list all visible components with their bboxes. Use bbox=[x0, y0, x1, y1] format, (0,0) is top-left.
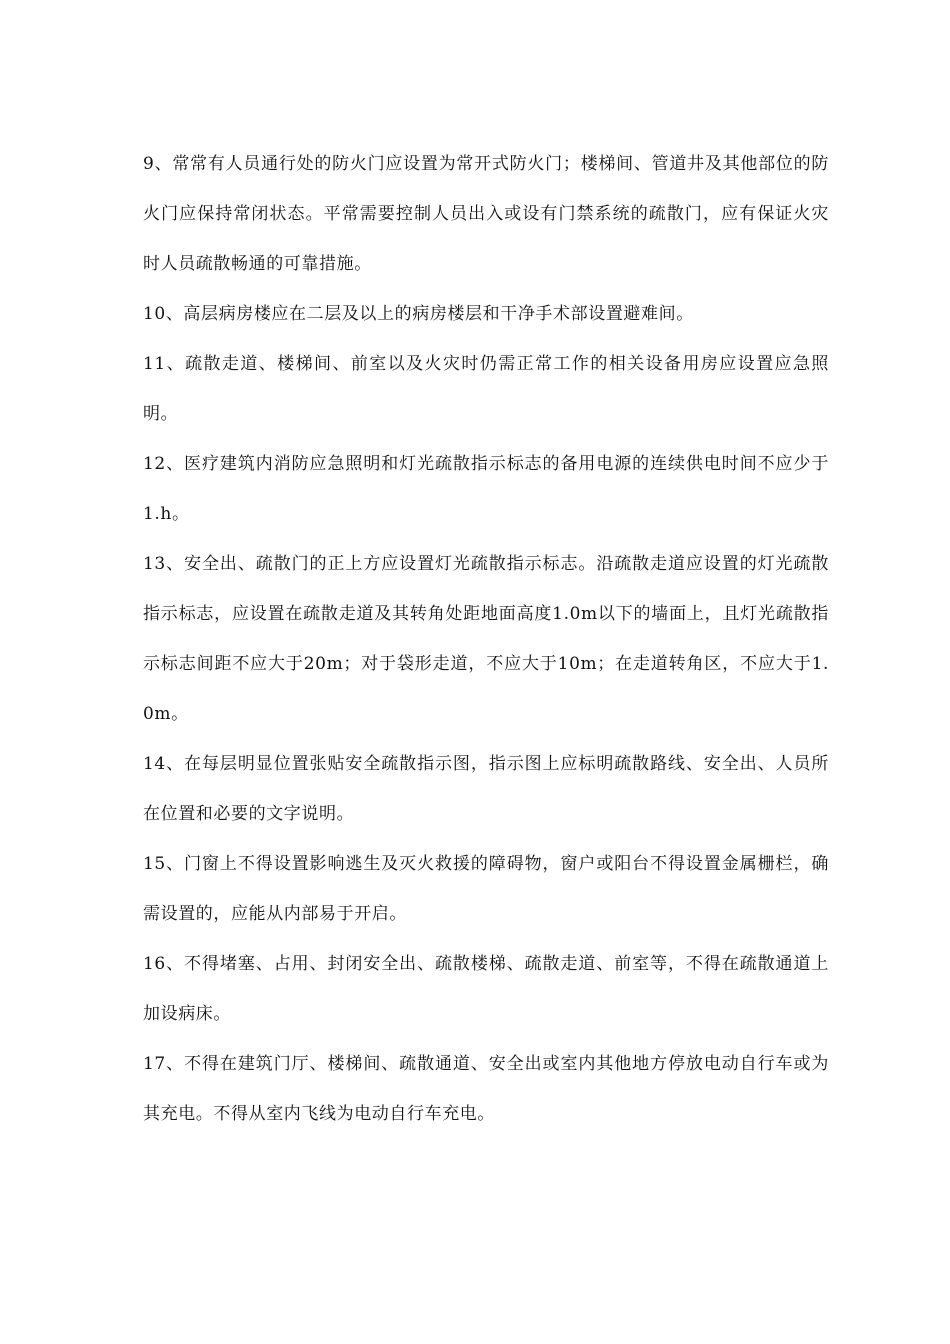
paragraph-item-10: 10、高层病房楼应在二层及以上的病房楼层和干净手术部设置避难间。 bbox=[143, 304, 694, 324]
paragraph-item-15: 15、门窗上不得设置影响逃生及灭火救援的障碍物，窗户或阳台不得设置金属栅栏，确需设置的，应能从内部易于开启。 bbox=[143, 854, 829, 924]
document-body bbox=[143, 139, 829, 1139]
paragraph-item-16: 16、不得堵塞、占用、封闭安全出、疏散楼梯、疏散走道、前室等，不得在疏散通道上加设病床。 bbox=[143, 954, 829, 1024]
paragraph-item-11: 11、疏散走道、楼梯间、前室以及火灾时仍需正常工作的相关设备用房应设置应急照明。 bbox=[143, 354, 829, 424]
paragraph-item-14: 14、在每层明显位置张贴安全疏散指示图，指示图上应标明疏散路线、安全出、人员所在位置和必要的文字说明。 bbox=[143, 754, 829, 824]
paragraph-item-9: 9、常常有人员通行处的防火门应设置为常开式防火门；楼梯间、管道井及其他部位的防火门应保持常闭状态。平常需要控制人员出入或设有门禁系统的疏散门，应有保证火灾时人员疏散畅通的可靠措施。 bbox=[143, 154, 829, 274]
paragraph-item-13: 13、安全出、疏散门的正上方应设置灯光疏散指示标志。沿疏散走道应设置的灯光疏散指示标志，应设置在疏散走道及其转角处距地面高度1.0m以下的墙面上，且灯光疏散指示标志间距不应大于20m；对于袋形走道，不应大于10m；在走道转角区，不应大于1.0m。 bbox=[143, 554, 829, 724]
paragraph-item-17: 17、不得在建筑门厅、楼梯间、疏散通道、安全出或室内其他地方停放电动自行车或为其充电。不得从室内飞线为电动自行车充电。 bbox=[143, 1054, 829, 1124]
paragraph-item-12: 12、医疗建筑内消防应急照明和灯光疏散指示标志的备用电源的连续供电时间不应少于1.h。 bbox=[143, 454, 829, 524]
